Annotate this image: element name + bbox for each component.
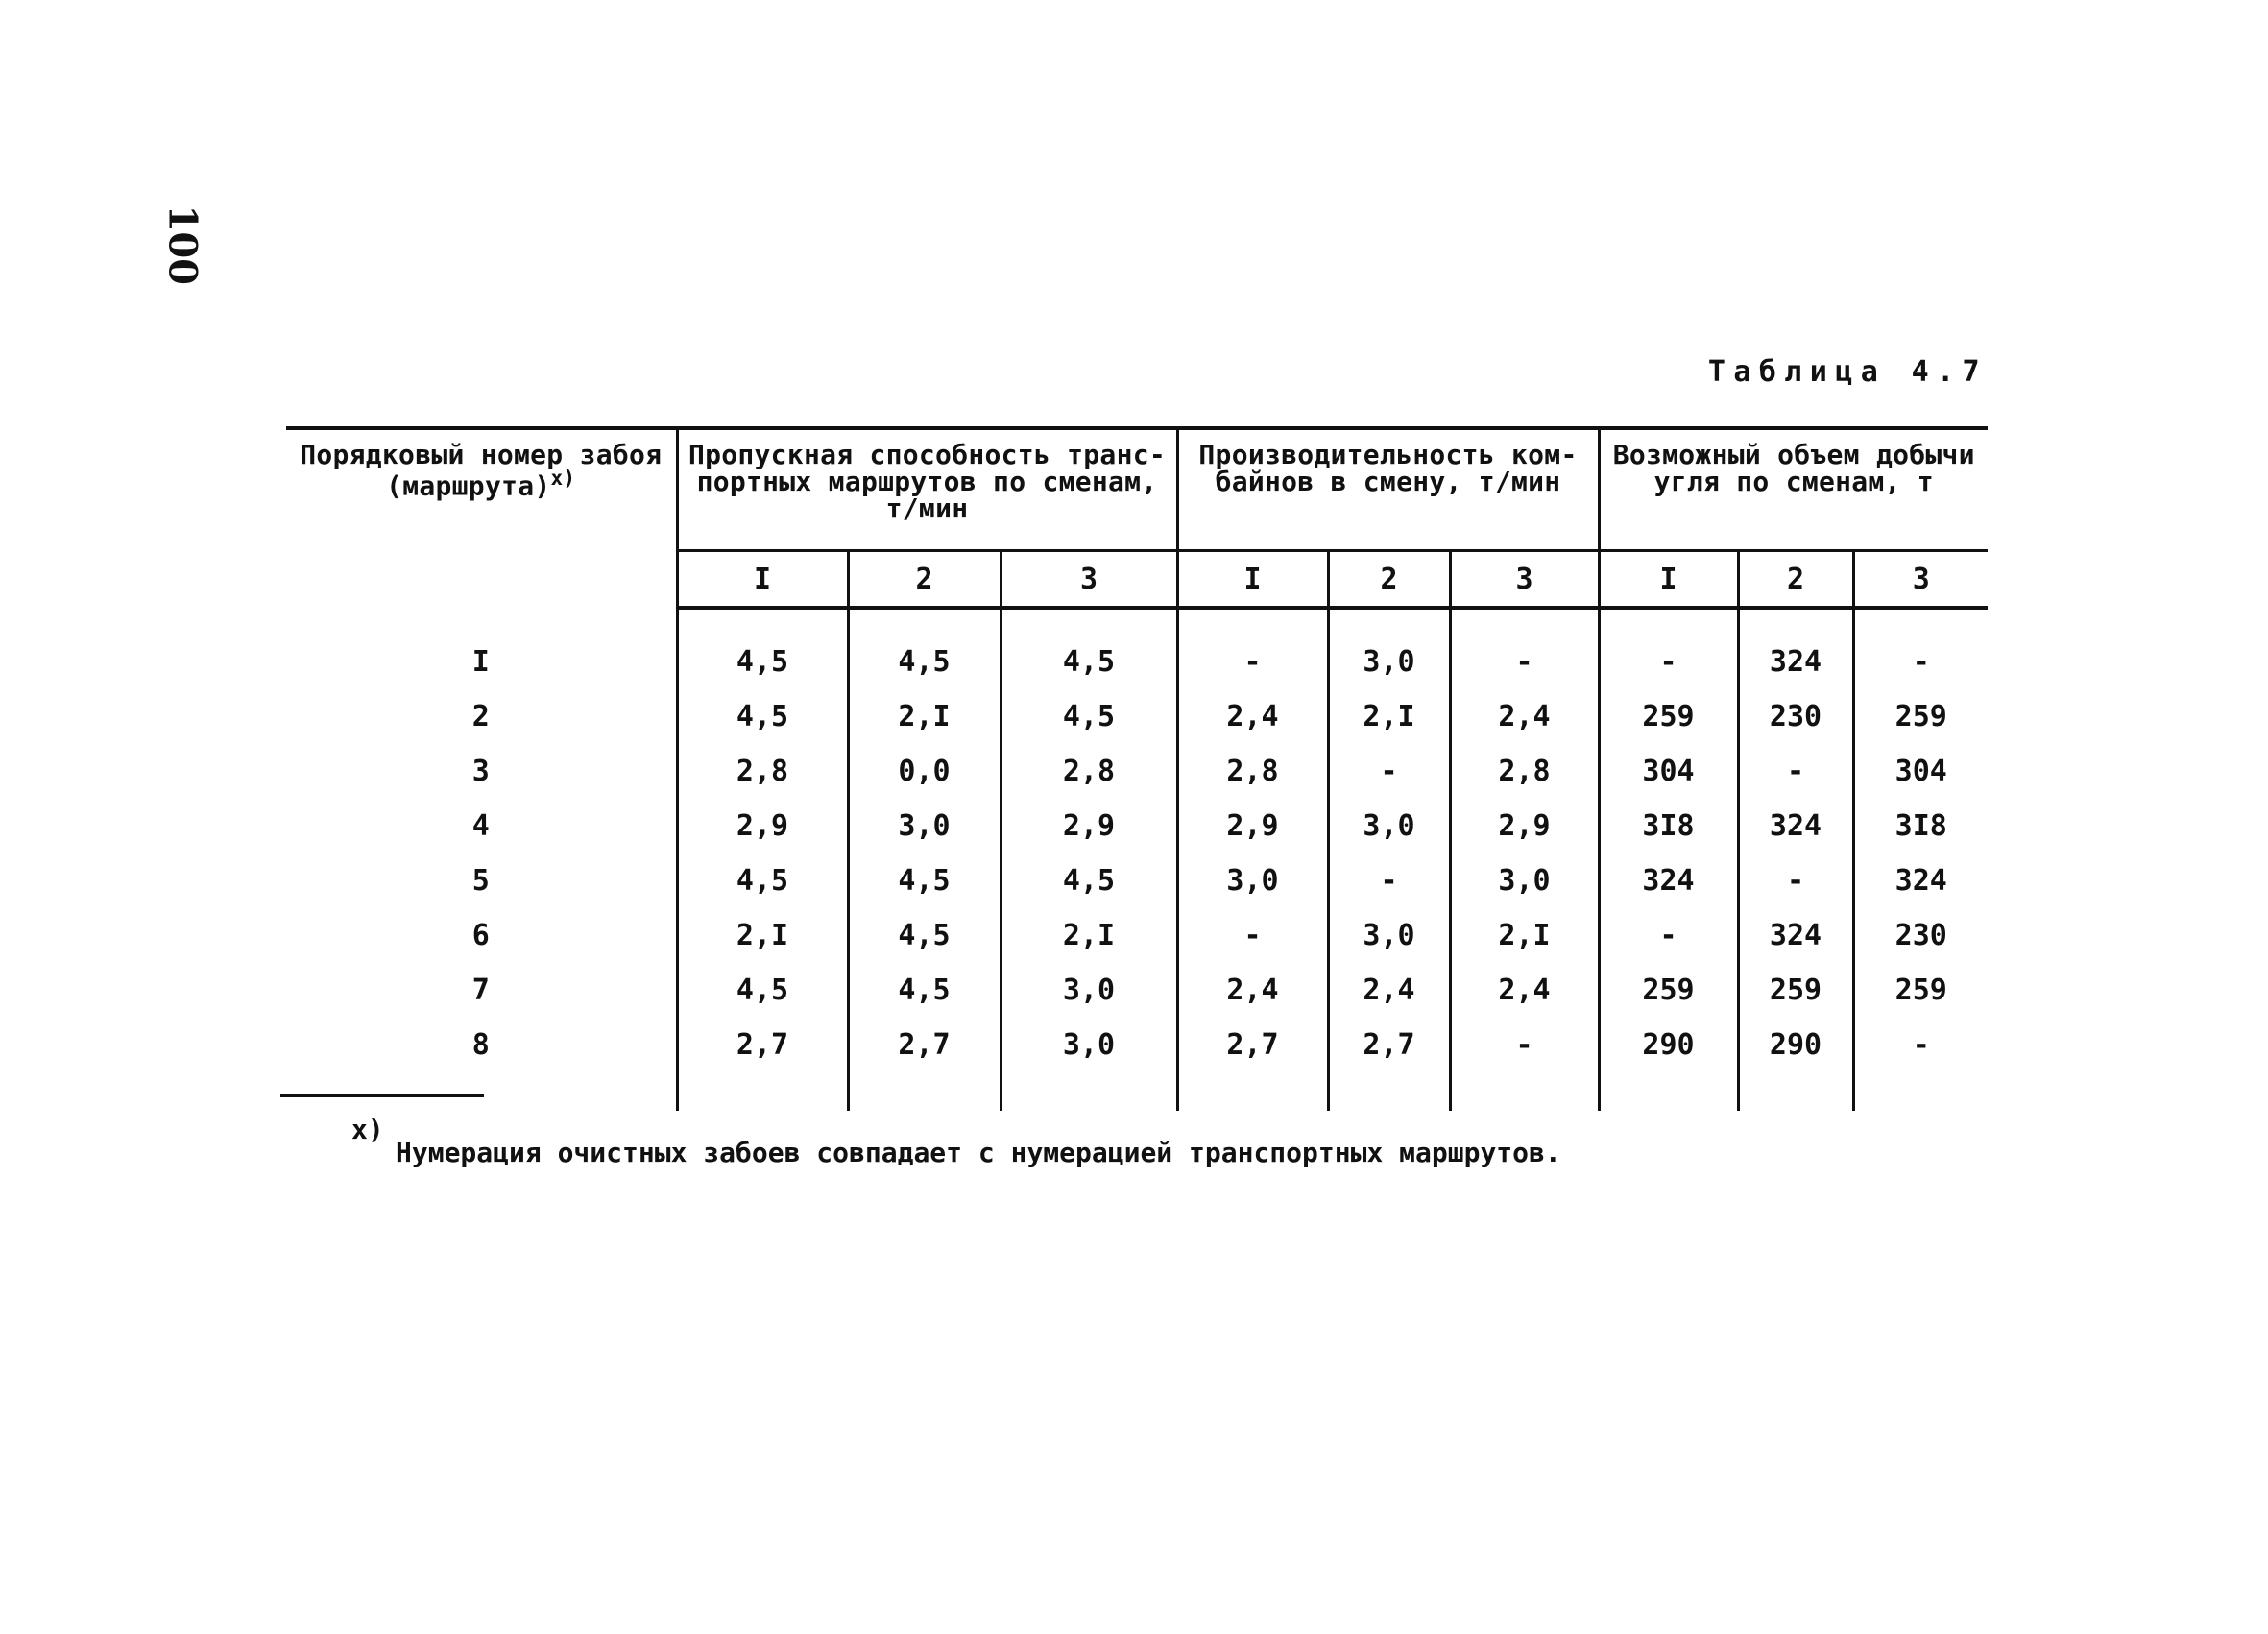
- shift-label: 3: [1853, 551, 1988, 609]
- cell-volume-2: 230: [1738, 689, 1853, 744]
- cell-volume-3: 324: [1853, 853, 1988, 908]
- header-productivity: Производительность ком- байнов в смену, т/мин: [1177, 428, 1599, 551]
- cell-throughput-2: 4,5: [848, 853, 1001, 908]
- table-row: [286, 689, 1988, 744]
- table-row: [286, 1018, 1988, 1072]
- cell-throughput-3: 3,0: [1001, 1018, 1177, 1072]
- cell-route: I: [471, 645, 490, 679]
- header-route-label: Порядковый номер забоя (маршрута): [300, 439, 663, 502]
- shift-label: 3: [1450, 551, 1599, 609]
- cell-productivity-2: 3,0: [1328, 635, 1450, 689]
- cell-productivity-1: 2,4: [1177, 963, 1328, 1018]
- cell-throughput-2: 2,I: [848, 689, 1001, 744]
- cell-volume-3: 230: [1853, 908, 1988, 963]
- cell-throughput-3: 3,0: [1001, 963, 1177, 1018]
- cell-volume-1: 304: [1599, 744, 1738, 799]
- cell-productivity-1: 2,4: [1177, 689, 1328, 744]
- cell-route: 5: [471, 864, 490, 898]
- cell-productivity-2: -: [1328, 853, 1450, 908]
- table-row: [286, 744, 1988, 799]
- cell-route: 6: [471, 919, 490, 952]
- cell-volume-2: 259: [1738, 963, 1853, 1018]
- cell-route: 4: [471, 809, 490, 843]
- cell-volume-3: 259: [1853, 689, 1988, 744]
- table-row: [286, 963, 1988, 1018]
- footnote-rule: [280, 1094, 484, 1097]
- cell-volume-2: 324: [1738, 799, 1853, 853]
- cell-throughput-3: 4,5: [1001, 853, 1177, 908]
- footnote-mark: x): [351, 1114, 384, 1145]
- cell-productivity-2: 2,4: [1328, 963, 1450, 1018]
- cell-throughput-2: 0,0: [848, 744, 1001, 799]
- cell-volume-3: 3I8: [1853, 799, 1988, 853]
- cell-throughput-2: 3,0: [848, 799, 1001, 853]
- footnote-text: Нумерация очистных забоев совпадает с нумерацией транспортных маршрутов.: [396, 1137, 1561, 1168]
- cell-route: 3: [471, 755, 490, 788]
- cell-throughput-3: 2,8: [1001, 744, 1177, 799]
- cell-throughput-1: 4,5: [677, 853, 848, 908]
- cell-throughput-1: 4,5: [677, 689, 848, 744]
- cell-volume-3: 259: [1853, 963, 1988, 1018]
- shift-label: I: [677, 551, 848, 609]
- cell-throughput-3: 4,5: [1001, 635, 1177, 689]
- cell-productivity-1: 3,0: [1177, 853, 1328, 908]
- cell-productivity-1: -: [1177, 635, 1328, 689]
- cell-throughput-2: 4,5: [848, 635, 1001, 689]
- table-row: [286, 853, 1988, 908]
- cell-throughput-1: 4,5: [677, 635, 848, 689]
- cell-route: 8: [471, 1028, 490, 1062]
- table-row: [286, 799, 1988, 853]
- cell-volume-1: 290: [1599, 1018, 1738, 1072]
- cell-throughput-2: 4,5: [848, 963, 1001, 1018]
- header-route-mark: x): [550, 467, 576, 490]
- header-throughput: Пропускная способность транс- портных маршрутов по сменам, т/мин: [677, 428, 1177, 551]
- table-body: [286, 608, 1988, 1111]
- cell-volume-2: -: [1738, 853, 1853, 908]
- cell-volume-1: 259: [1599, 689, 1738, 744]
- cell-throughput-2: 4,5: [848, 908, 1001, 963]
- cell-productivity-3: 2,4: [1450, 963, 1599, 1018]
- shift-label: 2: [848, 551, 1001, 609]
- shift-label: 3: [1001, 551, 1177, 609]
- cell-volume-1: -: [1599, 635, 1738, 689]
- cell-productivity-1: 2,8: [1177, 744, 1328, 799]
- cell-throughput-2: 2,7: [848, 1018, 1001, 1072]
- cell-productivity-3: 2,9: [1450, 799, 1599, 853]
- page-number: 100: [159, 204, 205, 285]
- cell-productivity-1: -: [1177, 908, 1328, 963]
- cell-volume-1: -: [1599, 908, 1738, 963]
- cell-route: 2: [471, 700, 490, 733]
- cell-volume-3: -: [1853, 1018, 1988, 1072]
- cell-productivity-3: -: [1450, 1018, 1599, 1072]
- cell-throughput-3: 4,5: [1001, 689, 1177, 744]
- cell-volume-1: 259: [1599, 963, 1738, 1018]
- table-row: [286, 908, 1988, 963]
- cell-productivity-2: 3,0: [1328, 908, 1450, 963]
- cell-productivity-1: 2,7: [1177, 1018, 1328, 1072]
- cell-productivity-1: 2,9: [1177, 799, 1328, 853]
- cell-throughput-1: 2,I: [677, 908, 848, 963]
- cell-volume-1: 324: [1599, 853, 1738, 908]
- shift-label: I: [1177, 551, 1328, 609]
- shift-label: I: [1599, 551, 1738, 609]
- table-row: [286, 635, 1988, 689]
- cell-productivity-2: 3,0: [1328, 799, 1450, 853]
- spacer-row: [286, 608, 1988, 635]
- cell-productivity-3: 2,4: [1450, 689, 1599, 744]
- cell-productivity-2: 2,I: [1328, 689, 1450, 744]
- cell-throughput-1: 2,8: [677, 744, 848, 799]
- cell-volume-2: 290: [1738, 1018, 1853, 1072]
- cell-productivity-3: -: [1450, 635, 1599, 689]
- cell-volume-3: -: [1853, 635, 1988, 689]
- cell-productivity-3: 2,8: [1450, 744, 1599, 799]
- cell-productivity-2: 2,7: [1328, 1018, 1450, 1072]
- header-volume: Возможный объем добычи угля по сменам, т: [1599, 428, 1988, 551]
- header-route: [286, 428, 677, 608]
- cell-throughput-1: 2,9: [677, 799, 848, 853]
- cell-throughput-3: 2,9: [1001, 799, 1177, 853]
- shift-label: 2: [1328, 551, 1450, 609]
- cell-volume-2: 324: [1738, 635, 1853, 689]
- table-caption: Таблица 4.7: [1707, 355, 1988, 389]
- cell-throughput-1: 4,5: [677, 963, 848, 1018]
- cell-productivity-2: -: [1328, 744, 1450, 799]
- cell-volume-2: 324: [1738, 908, 1853, 963]
- cell-volume-3: 304: [1853, 744, 1988, 799]
- cell-productivity-3: 3,0: [1450, 853, 1599, 908]
- shift-label: 2: [1738, 551, 1853, 609]
- data-table: [286, 426, 1988, 1111]
- cell-throughput-3: 2,I: [1001, 908, 1177, 963]
- cell-volume-1: 3I8: [1599, 799, 1738, 853]
- cell-route: 7: [471, 973, 490, 1007]
- cell-volume-2: -: [1738, 744, 1853, 799]
- cell-productivity-3: 2,I: [1450, 908, 1599, 963]
- tail-row: [286, 1072, 1988, 1111]
- cell-throughput-1: 2,7: [677, 1018, 848, 1072]
